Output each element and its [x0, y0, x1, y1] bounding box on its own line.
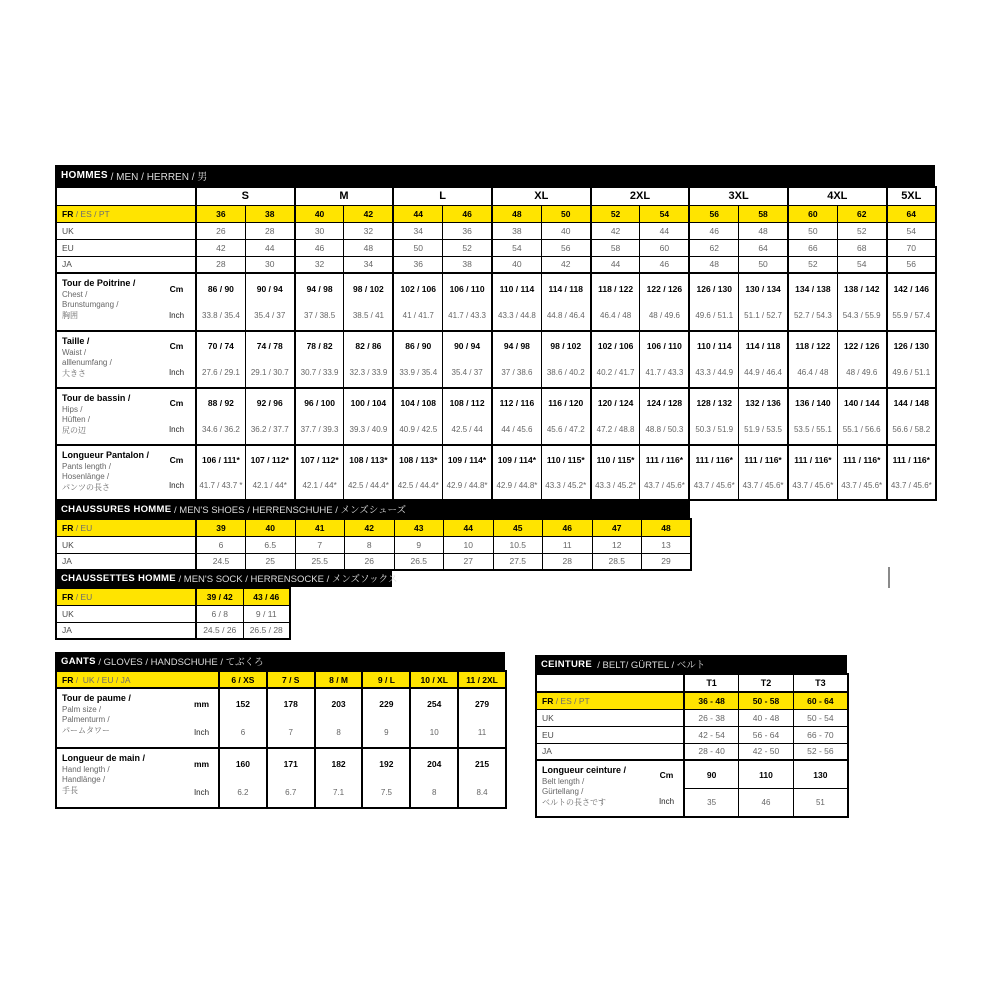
shoe-size-value: 28.5 [592, 553, 642, 570]
measure-cell: 110 / 115* 43.3 / 45.2* [591, 445, 640, 500]
empty-corner-cell [536, 674, 684, 692]
size-value: 46 [640, 256, 689, 273]
shoe-size-eu: 48 [642, 519, 692, 536]
shoe-size-eu: 45 [493, 519, 543, 536]
shoe-size-value: 26 [345, 553, 395, 570]
measure-label: Tour de bassin / Hips / Hüften / 尻の辺 Cm Inch [56, 388, 196, 445]
size-value: 70 [887, 239, 936, 256]
measurement-row [56, 748, 506, 808]
hommes-table-body [55, 186, 935, 501]
belt-size-header: T3 [793, 674, 848, 692]
size-group-row [56, 187, 936, 205]
belt-size-value: 42 - 54 [684, 726, 739, 743]
corner-cell [56, 187, 196, 205]
belt-table-body [535, 673, 847, 818]
belt-size-fr: 50 - 58 [739, 692, 794, 709]
measure-cell: 138 / 142 54.3 / 55.9 [837, 273, 886, 331]
glove-size: 6 / XS [219, 671, 267, 688]
shoe-size-value: 24.5 [196, 553, 246, 570]
fr-size-value: 46 [443, 205, 492, 222]
measurement-row [56, 688, 506, 748]
measure-cell: 140 / 144 55.1 / 56.6 [837, 388, 886, 445]
size-value: 40 [541, 222, 590, 239]
fr-size-row [536, 692, 848, 709]
shoe-size-value: 10 [444, 536, 494, 553]
size-value: 52 [788, 256, 837, 273]
measure-cell: 86 / 90 33.9 / 35.4 [393, 331, 442, 388]
measure-cell: 112 / 116 44 / 45.6 [492, 388, 541, 445]
shoe-size-value: 9 [394, 536, 444, 553]
region-label: JA [56, 553, 196, 570]
measure-cell: 182 7.1 [315, 748, 363, 808]
fr-size-value: 62 [837, 205, 886, 222]
glove-size: 11 / 2XL [458, 671, 506, 688]
size-group-XL: XL [492, 187, 591, 205]
measure-cell: 94 / 98 37 / 38.6 [492, 331, 541, 388]
measure-cell: 279 11 [458, 688, 506, 748]
region-label: EU [536, 726, 684, 743]
shoe-size-eu: 40 [246, 519, 296, 536]
shoes-title-translations: / MEN'S SHOES / HERRENSCHUHE / メンズシューズ [171, 505, 407, 516]
measure-cell: 118 / 122 46.4 / 48 [591, 273, 640, 331]
mens-shoes-table [55, 500, 690, 571]
fr-size-row [56, 588, 290, 605]
measure-cell: 90 / 94 35.4 / 37 [245, 273, 294, 331]
size-value: 40 [492, 256, 541, 273]
measure-label: Longueur de main / Hand length / Handlänge / 手長 mm Inch [56, 748, 219, 808]
size-value: 50 [739, 256, 788, 273]
size-value: 46 [295, 239, 344, 256]
fr-eu-label: FR / EU [56, 519, 196, 536]
measurement-row [56, 273, 936, 331]
glove-size: 7 / S [267, 671, 315, 688]
fr-eu-label: FR / EU [56, 588, 196, 605]
measure-cell: 82 / 86 32.3 / 33.9 [344, 331, 393, 388]
shoe-size-eu: 44 [444, 519, 494, 536]
measure-cell: 107 / 112* 42.1 / 44* [245, 445, 294, 500]
measure-cell: 110 / 114 43.3 / 44.9 [689, 331, 738, 388]
fr-size-value: 40 [295, 205, 344, 222]
chaussures-grid [55, 518, 692, 571]
size-value: 36 [393, 256, 442, 273]
size-value: 68 [837, 239, 886, 256]
size-group-3XL: 3XL [689, 187, 788, 205]
shoe-size-value: 10.5 [493, 536, 543, 553]
shoe-size-eu: 46 [543, 519, 593, 536]
measure-cell: 70 / 74 27.6 / 29.1 [196, 331, 245, 388]
belt-title: CEINTURE [541, 658, 592, 670]
size-value: 50 [788, 222, 837, 239]
size-value: 34 [344, 256, 393, 273]
size-value: 42 [196, 239, 245, 256]
measure-cell: 254 10 [410, 688, 458, 748]
size-group-5XL: 5XL [887, 187, 936, 205]
size-value: 42 [541, 256, 590, 273]
region-label: JA [536, 743, 684, 760]
size-value: 52 [837, 222, 886, 239]
region-size-row [536, 743, 848, 760]
measure-label: Longueur Pantalon / Pants length / Hosenlänge / パンツの長さ Cm Inch [56, 445, 196, 500]
fr-size-value: 52 [591, 205, 640, 222]
shoe-size-eu: 43 [394, 519, 444, 536]
measure-cell: 109 / 114* 42.9 / 44.8* [443, 445, 492, 500]
measure-cell: 126 / 130 49.6 / 51.1 [689, 273, 738, 331]
shoe-size-value: 8 [345, 536, 395, 553]
size-group-L: L [393, 187, 492, 205]
glove-size: 10 / XL [410, 671, 458, 688]
measure-cell: 130 / 134 51.1 / 52.7 [739, 273, 788, 331]
measure-cell: 229 9 [362, 688, 410, 748]
chaussettes-grid [55, 587, 291, 640]
measure-label: Tour de Poitrine / Chest / Brunstumgang / 胸囲 Cm Inch [56, 273, 196, 331]
fr-size-value: 36 [196, 205, 245, 222]
size-value: 38 [492, 222, 541, 239]
size-value: 28 [245, 222, 294, 239]
fr-size-value: 60 [788, 205, 837, 222]
measure-cell: 134 / 138 52.7 / 54.3 [788, 273, 837, 331]
measure-cell: 108 / 113* 42.5 / 44.4* [393, 445, 442, 500]
region-size-row [56, 222, 936, 239]
belt-size-value: 26 - 38 [684, 709, 739, 726]
shoe-size-value: 25 [246, 553, 296, 570]
belt-size-header: T1 [684, 674, 739, 692]
size-value: 50 [393, 239, 442, 256]
socks-table-body [55, 587, 392, 640]
measure-cell: 152 6 [219, 688, 267, 748]
measure-cell: 111 / 116* 43.7 / 45.6* [689, 445, 738, 500]
measure-label: Longueur ceinture / Belt length / Gürtellang / ベルトの長さです Cm Inch [536, 760, 684, 817]
size-value: 48 [739, 222, 788, 239]
sock-size-value: 6 / 8 [196, 605, 243, 622]
shoe-size-value: 26.5 [394, 553, 444, 570]
measure-cell: 136 / 140 53.5 / 55.1 [788, 388, 837, 445]
size-value: 44 [640, 222, 689, 239]
size-value: 52 [443, 239, 492, 256]
measure-cell: 204 8 [410, 748, 458, 808]
gloves-title-bar [55, 652, 505, 670]
measurement-row [56, 331, 936, 388]
region-label: JA [56, 622, 196, 639]
size-value: 32 [344, 222, 393, 239]
measure-cell: 96 / 100 37.7 / 39.3 [295, 388, 344, 445]
size-group-M: M [295, 187, 394, 205]
measure-cell: 98 / 102 38.6 / 40.2 [541, 331, 590, 388]
belt-size-value: 66 - 70 [793, 726, 848, 743]
hommes-title-translations: / MEN / HERREN / 男 [107, 172, 208, 183]
sock-size-value: 9 / 11 [243, 605, 290, 622]
region-size-row [56, 239, 936, 256]
measure-cell: 98 / 102 38.5 / 41 [344, 273, 393, 331]
fr-es-pt-label: FR / ES / PT [536, 692, 684, 709]
size-value: 36 [443, 222, 492, 239]
belt-header-row [536, 674, 848, 692]
size-value: 48 [689, 256, 738, 273]
measure-cell: 118 / 122 46.4 / 48 [788, 331, 837, 388]
measure-cell: 132 / 136 51.9 / 53.5 [739, 388, 788, 445]
measure-cell: 90 35 [684, 760, 739, 817]
size-value: 44 [245, 239, 294, 256]
measure-cell: 92 / 96 36.2 / 37.7 [245, 388, 294, 445]
size-value: 46 [689, 222, 738, 239]
hommes-title-bar [55, 165, 935, 186]
gloves-title-translations: / GLOVES / HANDSCHUHE / てぶくろ [95, 657, 264, 668]
measure-cell: 104 / 108 40.9 / 42.5 [393, 388, 442, 445]
region-size-row [536, 726, 848, 743]
measure-cell: 122 / 126 48 / 49.6 [640, 273, 689, 331]
measure-cell: 106 / 111* 41.7 / 43.7 * [196, 445, 245, 500]
measure-cell: 86 / 90 33.8 / 35.4 [196, 273, 245, 331]
measure-cell: 128 / 132 50.3 / 51.9 [689, 388, 738, 445]
size-value: 62 [689, 239, 738, 256]
measure-cell: 110 / 115* 43.3 / 45.2* [541, 445, 590, 500]
shoes-title: CHAUSSURES HOMME [61, 503, 172, 515]
size-value: 38 [443, 256, 492, 273]
shoes-table-body [55, 518, 690, 571]
size-value: 64 [739, 239, 788, 256]
glove-size-row [56, 671, 506, 688]
size-value: 30 [245, 256, 294, 273]
belt-title-bar [535, 655, 847, 673]
fr-uk-eu-ja-label: FR / UK / EU / JA [56, 671, 219, 688]
region-size-row [56, 622, 290, 639]
fr-size-row [56, 519, 691, 536]
measurement-row [536, 760, 848, 817]
measure-cell: 109 / 114* 42.9 / 44.8* [492, 445, 541, 500]
region-size-row [56, 605, 290, 622]
measure-cell: 107 / 112* 42.1 / 44* [295, 445, 344, 500]
measure-cell: 102 / 106 40.2 / 41.7 [591, 331, 640, 388]
measure-label: Tour de paume / Palm size / Palmenturm / パームタワー mm Inch [56, 688, 219, 748]
hommes-size-table [55, 165, 935, 501]
shoe-size-eu: 41 [295, 519, 345, 536]
size-value: 54 [492, 239, 541, 256]
fr-size-value: 54 [640, 205, 689, 222]
measure-label: Taille / Waist / alllenumfang / 大きさ Cm Inch [56, 331, 196, 388]
shoe-size-eu: 39 [196, 519, 246, 536]
measure-cell: 124 / 128 48.8 / 50.3 [640, 388, 689, 445]
belt-table [535, 655, 847, 818]
shoe-size-value: 27.5 [493, 553, 543, 570]
mens-socks-table [55, 569, 398, 640]
measure-cell: 192 7.5 [362, 748, 410, 808]
fr-size-value: 48 [492, 205, 541, 222]
stray-tick-mark [888, 567, 890, 588]
fr-size-value: 58 [739, 205, 788, 222]
size-value: 30 [295, 222, 344, 239]
measure-cell: 94 / 98 37 / 38.5 [295, 273, 344, 331]
belt-size-value: 28 - 40 [684, 743, 739, 760]
sock-size-value: 24.5 / 26 [196, 622, 243, 639]
belt-size-value: 42 - 50 [739, 743, 794, 760]
measurement-row [56, 388, 936, 445]
measurement-row [56, 445, 936, 500]
measure-cell: 90 / 94 35.4 / 37 [443, 331, 492, 388]
measure-cell: 111 / 116* 43.7 / 45.6* [640, 445, 689, 500]
sock-size-eu: 39 / 42 [196, 588, 243, 605]
belt-size-value: 56 - 64 [739, 726, 794, 743]
fr-size-value: 64 [887, 205, 936, 222]
gloves-table [55, 652, 505, 809]
fr-size-value: 42 [344, 205, 393, 222]
socks-title: CHAUSSETTES HOMME [61, 572, 176, 584]
measure-cell: 178 7 [267, 688, 315, 748]
socks-title-bar [55, 569, 398, 587]
size-group-4XL: 4XL [788, 187, 887, 205]
measure-cell: 108 / 112 42.5 / 44 [443, 388, 492, 445]
size-value: 56 [541, 239, 590, 256]
shoe-size-value: 28 [543, 553, 593, 570]
shoe-size-eu: 42 [345, 519, 395, 536]
region-label: EU [56, 239, 196, 256]
measure-cell: 130 51 [793, 760, 848, 817]
size-value: 32 [295, 256, 344, 273]
measure-cell: 106 / 110 41.7 / 43.3 [443, 273, 492, 331]
belt-size-value: 40 - 48 [739, 709, 794, 726]
shoe-size-value: 12 [592, 536, 642, 553]
shoe-size-value: 7 [295, 536, 345, 553]
size-value: 42 [591, 222, 640, 239]
measure-cell: 106 / 110 41.7 / 43.3 [640, 331, 689, 388]
measure-cell: 114 / 118 44.9 / 46.4 [739, 331, 788, 388]
belt-size-value: 52 - 56 [793, 743, 848, 760]
size-value: 58 [591, 239, 640, 256]
measure-cell: 171 6.7 [267, 748, 315, 808]
gloves-table-body [55, 670, 505, 809]
measure-cell: 111 / 116* 43.7 / 45.6* [739, 445, 788, 500]
shoe-size-value: 6.5 [246, 536, 296, 553]
measure-cell: 126 / 130 49.6 / 51.1 [887, 331, 936, 388]
fr-size-row [56, 205, 936, 222]
fr-size-value: 44 [393, 205, 442, 222]
hommes-grid [55, 186, 937, 501]
belt-size-header: T2 [739, 674, 794, 692]
region-size-row [56, 536, 691, 553]
belt-title-translations: / BELT/ GÜRTEL / ベルト [591, 660, 706, 671]
measure-cell: 114 / 118 44.8 / 46.4 [541, 273, 590, 331]
shoe-size-value: 25.5 [295, 553, 345, 570]
glove-size: 8 / M [315, 671, 363, 688]
measure-cell: 78 / 82 30.7 / 33.9 [295, 331, 344, 388]
measure-cell: 160 6.2 [219, 748, 267, 808]
size-value: 26 [196, 222, 245, 239]
measure-cell: 74 / 78 29.1 / 30.7 [245, 331, 294, 388]
measure-cell: 102 / 106 41 / 41.7 [393, 273, 442, 331]
shoe-size-value: 11 [543, 536, 593, 553]
measure-cell: 122 / 126 48 / 49.6 [837, 331, 886, 388]
size-value: 34 [393, 222, 442, 239]
gants-grid [55, 670, 507, 809]
size-value: 66 [788, 239, 837, 256]
region-label: UK [536, 709, 684, 726]
fr-size-value: 50 [541, 205, 590, 222]
fr-es-pt-label: FR / ES / PT [56, 205, 196, 222]
belt-size-fr: 60 - 64 [793, 692, 848, 709]
measure-cell: 88 / 92 34.6 / 36.2 [196, 388, 245, 445]
region-label: JA [56, 256, 196, 273]
sock-size-value: 26.5 / 28 [243, 622, 290, 639]
measure-cell: 108 / 113* 42.5 / 44.4* [344, 445, 393, 500]
measure-cell: 111 / 116* 43.7 / 45.6* [788, 445, 837, 500]
size-group-2XL: 2XL [591, 187, 690, 205]
size-value: 60 [640, 239, 689, 256]
size-value: 54 [837, 256, 886, 273]
region-label: UK [56, 605, 196, 622]
shoe-size-value: 29 [642, 553, 692, 570]
size-value: 48 [344, 239, 393, 256]
measure-cell: 110 46 [739, 760, 794, 817]
measure-cell: 215 8.4 [458, 748, 506, 808]
measure-cell: 111 / 116* 43.7 / 45.6* [887, 445, 936, 500]
region-size-row [56, 553, 691, 570]
shoe-size-eu: 47 [592, 519, 642, 536]
shoes-title-bar [55, 500, 690, 518]
belt-size-value: 50 - 54 [793, 709, 848, 726]
measure-cell: 142 / 146 55.9 / 57.4 [887, 273, 936, 331]
fr-size-value: 56 [689, 205, 738, 222]
measure-cell: 203 8 [315, 688, 363, 748]
measure-cell: 144 / 148 56.6 / 58.2 [887, 388, 936, 445]
gloves-title: GANTS [61, 655, 96, 667]
glove-size: 9 / L [362, 671, 410, 688]
measure-cell: 100 / 104 39.3 / 40.9 [344, 388, 393, 445]
socks-title-translations: / MEN'S SOCK / HERRENSOCKE / メンズソックス [175, 574, 398, 585]
shoe-size-value: 27 [444, 553, 494, 570]
size-value: 28 [196, 256, 245, 273]
region-size-row [56, 256, 936, 273]
region-size-row [536, 709, 848, 726]
size-value: 56 [887, 256, 936, 273]
size-value: 44 [591, 256, 640, 273]
size-value: 54 [887, 222, 936, 239]
measure-cell: 110 / 114 43.3 / 44.8 [492, 273, 541, 331]
sock-size-eu: 43 / 46 [243, 588, 290, 605]
measure-cell: 120 / 124 47.2 / 48.8 [591, 388, 640, 445]
shoe-size-value: 6 [196, 536, 246, 553]
fr-size-value: 38 [245, 205, 294, 222]
region-label: UK [56, 222, 196, 239]
measure-cell: 116 / 120 45.6 / 47.2 [541, 388, 590, 445]
hommes-title: HOMMES [61, 170, 108, 181]
ceinture-grid [535, 673, 849, 818]
region-label: UK [56, 536, 196, 553]
shoe-size-value: 13 [642, 536, 692, 553]
belt-size-fr: 36 - 48 [684, 692, 739, 709]
size-group-S: S [196, 187, 295, 205]
measure-cell: 111 / 116* 43.7 / 45.6* [837, 445, 886, 500]
